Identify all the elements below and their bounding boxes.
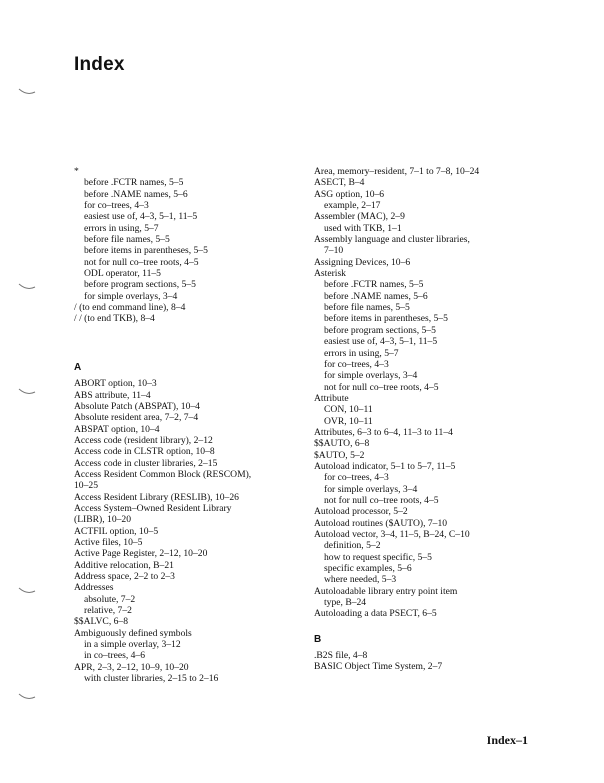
index-entry: * bbox=[74, 166, 79, 177]
index-subentry: in co–trees, 4–6 bbox=[84, 650, 146, 662]
index-entry: ABS attribute, 11–4 bbox=[74, 389, 151, 401]
index-entry: Absolute resident area, 7–2, 7–4 bbox=[74, 412, 199, 424]
section-gap bbox=[74, 325, 300, 348]
page-title: Index bbox=[74, 54, 125, 75]
index-subentry: before .NAME names, 5–6 bbox=[84, 188, 188, 200]
index-subentry: before items in parentheses, 5–5 bbox=[84, 245, 208, 257]
index-subentry: for simple overlays, 3–4 bbox=[84, 290, 178, 302]
index-subentry: before program sections, 5–5 bbox=[84, 279, 196, 291]
index-entry: Active files, 10–5 bbox=[74, 536, 143, 548]
index-letter-heading: A bbox=[74, 361, 82, 373]
index-entry: Assembler (MAC), 2–9 bbox=[314, 211, 405, 223]
index-subentry: OVR, 10–11 bbox=[324, 415, 373, 427]
index-entry: Attributes, 6–3 to 6–4, 11–3 to 11–4 bbox=[314, 426, 453, 438]
index-subentry: not for null co–tree roots, 4–5 bbox=[324, 381, 439, 393]
index-entry: Autoloadable library entry point item bbox=[314, 585, 458, 597]
index-entry: ABSPAT option, 10–4 bbox=[74, 423, 160, 435]
index-subentry: CON, 10–11 bbox=[324, 404, 373, 416]
index-subentry: for simple overlays, 3–4 bbox=[324, 483, 418, 495]
index-subentry: easiest use of, 4–3, 5–1, 11–5 bbox=[324, 336, 438, 348]
index-entry: $$ALVC, 6–8 bbox=[74, 616, 129, 628]
index-entry: (LIBR), 10–20 bbox=[74, 514, 132, 526]
binder-hole-mark bbox=[18, 88, 36, 96]
index-entry: Address space, 2–2 to 2–3 bbox=[74, 571, 175, 582]
index-entry: $AUTO, 5–2 bbox=[314, 449, 365, 461]
index-entry: APR, 2–3, 2–12, 10–9, 10–20 bbox=[74, 661, 189, 673]
index-subentry: not for null co–tree roots, 4–5 bbox=[324, 494, 439, 506]
index-entry: / (to end command line), 8–4 bbox=[74, 302, 186, 314]
index-entry: Assembly language and cluster libraries, bbox=[314, 234, 470, 246]
index-subentry: for co–trees, 4–3 bbox=[84, 200, 149, 212]
index-entry: ACTFIL option, 10–5 bbox=[74, 525, 159, 537]
index-entry: Autoload vector, 3–4, 11–5, B–24, C–10 bbox=[314, 529, 470, 540]
index-subentry: not for null co–tree roots, 4–5 bbox=[84, 256, 199, 268]
index-subentry: with cluster libraries, 2–15 to 2–16 bbox=[84, 673, 219, 685]
index-subentry: errors in using, 5–7 bbox=[324, 347, 399, 359]
index-subentry: for simple overlays, 3–4 bbox=[324, 370, 418, 382]
index-entry: Access code in CLSTR option, 10–8 bbox=[74, 446, 215, 458]
index-entry: / / (to end TKB), 8–4 bbox=[74, 313, 155, 325]
index-entry: BASIC Object Time System, 2–7 bbox=[314, 661, 443, 673]
index-subentry: type, B–24 bbox=[324, 597, 367, 609]
index-subentry: before program sections, 5–5 bbox=[324, 324, 436, 336]
index-entry: Addresses bbox=[74, 582, 114, 594]
index-entry: ASECT, B–4 bbox=[314, 177, 365, 189]
index-entry: .B2S file, 4–8 bbox=[314, 650, 368, 662]
index-subentry: easiest use of, 4–3, 5–1, 11–5 bbox=[84, 211, 198, 223]
index-subentry: before file names, 5–5 bbox=[324, 302, 410, 314]
index-entry: Active Page Register, 2–12, 10–20 bbox=[74, 548, 208, 560]
index-subentry: errors in using, 5–7 bbox=[84, 222, 159, 234]
index-entry: Area, memory–resident, 7–1 to 7–8, 10–24 bbox=[314, 166, 480, 177]
index-entry: Additive relocation, B–21 bbox=[74, 559, 174, 571]
index-entry: ABORT option, 10–3 bbox=[74, 378, 157, 390]
index-subentry: in a simple overlay, 3–12 bbox=[84, 639, 181, 651]
index-entry: Access System–Owned Resident Library bbox=[74, 502, 232, 514]
index-column-right bbox=[314, 166, 536, 673]
index-column-left bbox=[74, 166, 300, 684]
index-entry: Access code in cluster libraries, 2–15 bbox=[74, 457, 218, 469]
binder-hole-mark bbox=[18, 587, 36, 595]
page-number-footer: Index–1 bbox=[486, 733, 528, 747]
index-subentry: absolute, 7–2 bbox=[84, 593, 136, 605]
index-subentry: 7–10 bbox=[324, 245, 344, 257]
binder-hole-mark bbox=[18, 693, 36, 701]
index-subentry: definition, 5–2 bbox=[324, 540, 381, 552]
index-entry: Ambiguously defined symbols bbox=[74, 627, 192, 639]
index-entry: Autoload processor, 5–2 bbox=[314, 506, 408, 518]
index-subentry: before .FCTR names, 5–5 bbox=[324, 279, 424, 291]
index-subentry: where needed, 5–3 bbox=[324, 574, 397, 586]
index-entry: Autoload routines ($AUTO), 7–10 bbox=[314, 517, 448, 529]
index-subentry: ODL operator, 11–5 bbox=[84, 268, 161, 280]
index-entry: Autoloading a data PSECT, 6–5 bbox=[314, 608, 437, 620]
index-entry: Access Resident Library (RESLIB), 10–26 bbox=[74, 491, 239, 503]
index-subentry: for co–trees, 4–3 bbox=[324, 358, 389, 370]
index-subentry: how to request specific, 5–5 bbox=[324, 551, 432, 563]
index-subentry: before file names, 5–5 bbox=[84, 234, 170, 246]
index-entry: Absolute Patch (ABSPAT), 10–4 bbox=[74, 400, 200, 412]
binder-hole-mark bbox=[18, 388, 36, 396]
index-entry: Access code (resident library), 2–12 bbox=[74, 434, 213, 446]
index-subentry: before .NAME names, 5–6 bbox=[324, 290, 428, 302]
index-subentry: before items in parentheses, 5–5 bbox=[324, 313, 448, 325]
index-entry: $$AUTO, 6–8 bbox=[314, 438, 370, 450]
index-letter-heading: B bbox=[314, 633, 322, 645]
binder-hole-mark bbox=[18, 283, 36, 291]
index-subentry: relative, 7–2 bbox=[84, 605, 132, 617]
index-subentry: used with TKB, 1–1 bbox=[324, 222, 402, 234]
index-subentry: example, 2–17 bbox=[324, 200, 381, 212]
index-entry: Autoload indicator, 5–1 to 5–7, 11–5 bbox=[314, 460, 456, 472]
index-entry: Assigning Devices, 10–6 bbox=[314, 256, 411, 268]
index-entry: Asterisk bbox=[314, 268, 346, 280]
index-entry: Access Resident Common Block (RESCOM), bbox=[74, 468, 252, 480]
index-entry: 10–25 bbox=[74, 480, 98, 492]
index-subentry: specific examples, 5–6 bbox=[324, 563, 412, 575]
index-entry: ASG option, 10–6 bbox=[314, 188, 385, 200]
index-subentry: for co–trees, 4–3 bbox=[324, 472, 389, 484]
index-entry: Attribute bbox=[314, 392, 349, 404]
index-subentry: before .FCTR names, 5–5 bbox=[84, 177, 184, 189]
